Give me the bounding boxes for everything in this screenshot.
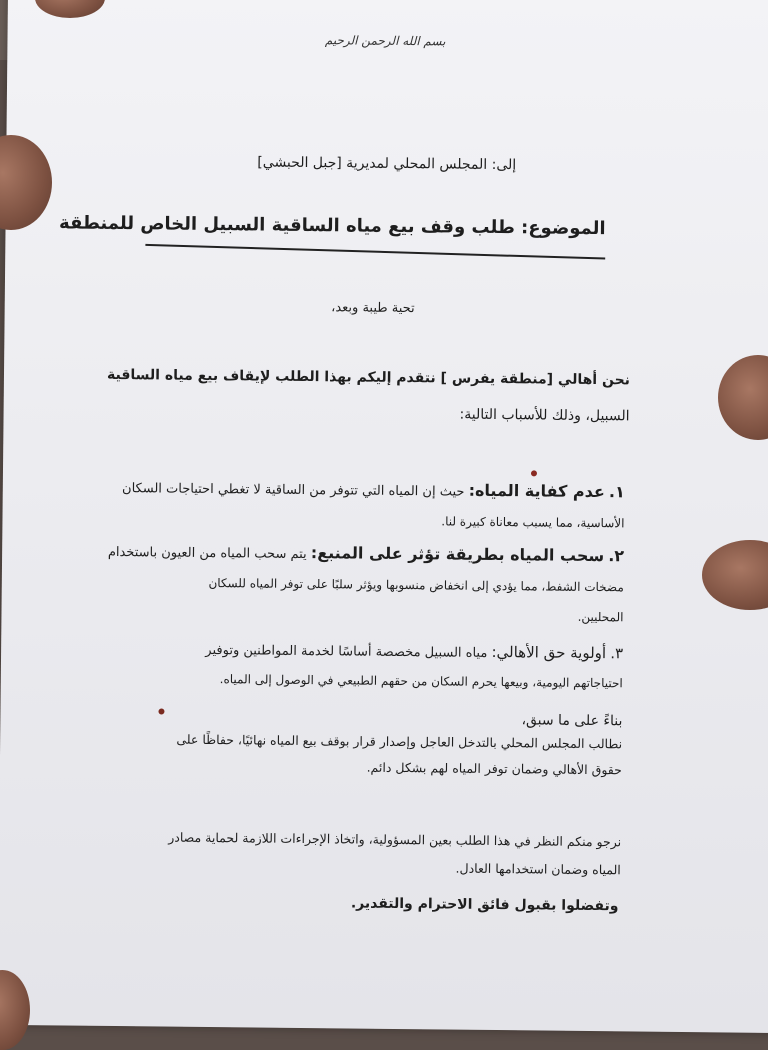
basmala: بسم الله الرحمن الرحيم: [324, 33, 446, 49]
intro-line-1: نحن أهالي [منطقة يفرس ] نتقدم إليكم بهذا الطلب لإيقاف بيع مياه الساقية: [106, 366, 631, 389]
greeting: تحية طيبة وبعد،: [331, 300, 415, 317]
reason-1-title: عدم كفاية المياه:: [468, 480, 605, 502]
reason-1-text-1: حيث إن المياه التي تتوفر من الساقية لا تغطي احتياجات السكان: [121, 481, 465, 500]
reason-2-number: ٢.: [608, 546, 625, 566]
request-line-1: نرجو منكم النظر في هذا الطلب بعين المسؤولية، واتخاذ الإجراءات اللازمة لحماية مصادر: [168, 829, 622, 850]
reason-3-line-2: احتياجاتهم اليومية، وبيعها يحرم السكان من حقهم الطبيعي في الوصول إلى المياه.: [219, 672, 623, 691]
reason-2-line-2: مضخات الشفط، مما يؤدي إلى انخفاض منسوبها ويؤثر سلبًا على توفر المياه للسكان: [208, 575, 624, 595]
ink-mark: [158, 708, 164, 714]
reason-2-title: سحب المياه بطريقة تؤثر على المنبع:: [310, 543, 605, 566]
reason-1-line-2: الأساسية، مما يسبب معاناة كبيرة لنا.: [441, 514, 625, 531]
reason-3-text-1: مياه السبيل مخصصة أساسًا لخدمة المواطنين وتوفير: [205, 642, 488, 661]
reason-3-line-1: [151, 639, 623, 662]
conclusion-line-1: نطالب المجلس المحلي بالتدخل العاجل وإصدار قرار بوقف بيع المياه نهائيًا، حفاظًا على: [176, 731, 623, 752]
reason-1-number: ١.: [608, 482, 625, 502]
reason-2-line-1: [102, 541, 624, 565]
reason-1-line-1: [103, 477, 625, 501]
ink-dot: [531, 470, 537, 476]
reason-2-line-3: المحليين.: [577, 609, 624, 625]
request-line-2: المياه وضمان استخدامها العادل.: [455, 860, 621, 878]
subject-line: الموضوع: طلب وقف بيع مياه الساقية السبيل الخاص للمنطقة: [58, 212, 606, 240]
recipient-line: إلى: المجلس المحلي لمديرية [جبل الحبشي]: [257, 154, 517, 174]
conclusion-line-2: حقوق الأهالي وضمان توفر المياه لهم بشكل دائم.: [366, 759, 622, 778]
intro-line-2: السبيل، وذلك للأسباب التالية:: [459, 406, 630, 425]
conclusion-heading: بناءً على ما سبق،: [521, 712, 623, 730]
reason-3-number: ٣.: [610, 644, 624, 663]
reason-3-title: أولوية حق الأهالي:: [491, 642, 607, 663]
subject-underline: [145, 244, 605, 260]
closing-line: وتفضلوا بقبول فائق الاحترام والتقدير.: [350, 895, 619, 915]
reason-2-text-1: يتم سحب المياه من العيون باستخدام: [107, 544, 307, 563]
